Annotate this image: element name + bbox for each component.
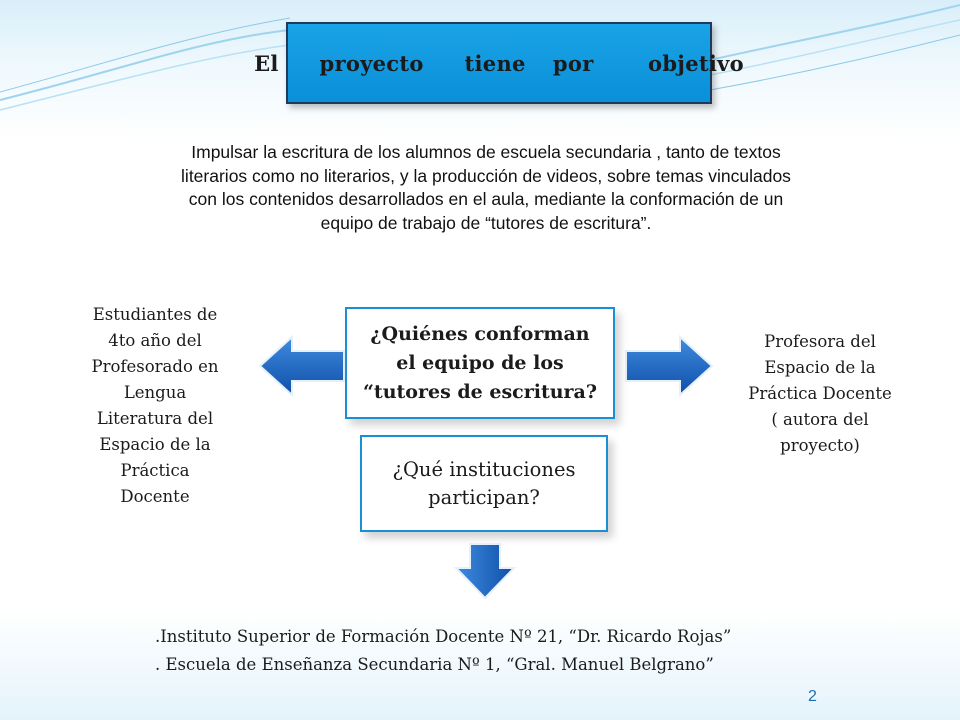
students-line: Docente [120, 487, 190, 506]
teacher-line: Espacio de la [764, 358, 876, 377]
arrow-down-icon [454, 542, 516, 600]
students-line: Literatura del [96, 409, 214, 428]
teacher-description [730, 329, 910, 459]
institution-item: .Instituto Superior de Formación Docente Nº 21, “Dr. Ricardo Rojas” [155, 627, 732, 646]
intro-paragraph [112, 141, 860, 235]
students-description [70, 302, 240, 510]
intro-line: literarios como no literarios, y la producción de videos, sobre temas vinculados [181, 165, 791, 186]
students-line: Lengua [123, 383, 187, 402]
intro-line: Impulsar la escritura de los alumnos de escuela secundaria , tanto de textos [191, 142, 781, 162]
teacher-line: proyecto) [780, 436, 860, 455]
students-line: Estudiantes de [92, 305, 218, 324]
page-title: El proyecto tiene por objetivo [254, 50, 744, 76]
intro-line: con los contenidos desarrollados en el aula, mediante la conformación de un [188, 189, 784, 209]
students-line: Espacio de la [99, 435, 211, 454]
question-institutions-line: ¿Qué instituciones [392, 457, 576, 481]
students-line: Práctica [120, 461, 190, 480]
institution-item: . Escuela de Enseñanza Secundaria Nº 1, “Gral. Manuel Belgrano” [155, 655, 714, 674]
question-team-line: ¿Quiénes conforman [370, 322, 590, 345]
teacher-line: Profesora del [764, 332, 876, 351]
teacher-line: Práctica Docente [748, 384, 892, 403]
students-line: 4to año del [108, 331, 202, 350]
question-team-line: “tutores de escritura? [363, 380, 597, 403]
title-banner [254, 22, 744, 104]
arrow-right-icon [622, 335, 714, 397]
question-team-line: el equipo de los [396, 351, 564, 374]
question-team-box [345, 307, 615, 419]
page-number: 2 [808, 688, 817, 705]
intro-line: equipo de trabajo de “tutores de escritura”. [320, 212, 652, 233]
institutions-list [155, 623, 835, 679]
question-institutions-box [360, 435, 608, 532]
students-line: Profesorado en [91, 357, 219, 376]
question-institutions-line: participan? [428, 485, 540, 509]
teacher-line: ( autora del [771, 410, 869, 429]
arrow-left-icon [258, 335, 348, 397]
